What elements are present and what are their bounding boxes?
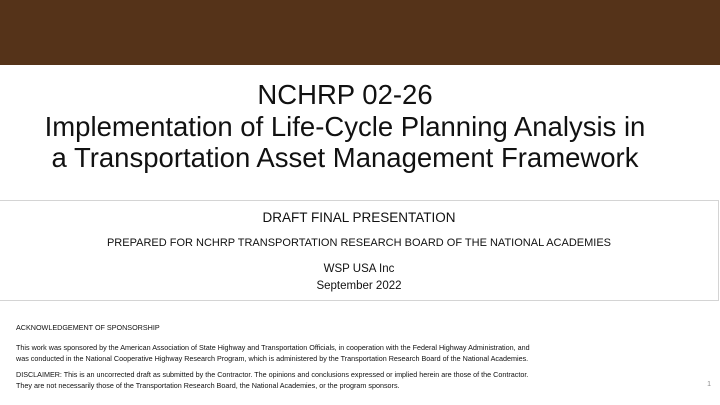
title-line: a Transportation Asset Management Framework (51, 142, 639, 173)
date: September 2022 (316, 280, 402, 292)
page-number: 1 (707, 381, 711, 388)
acknowledgement-section (16, 322, 696, 391)
acknowledgement-line: This work was sponsored by the American Association of State Highway and Transportation Officials, in cooperation with the Federal Highway Administration, and (16, 343, 530, 352)
title-line: NCHRP 02-26 (257, 79, 433, 110)
acknowledgement-line: was conducted in the National Cooperative Highway Research Program, which is administered by the Transportation Research Board of the National Academies. (16, 354, 529, 363)
disclaimer-text (16, 369, 696, 391)
organization: WSP USA Inc (323, 263, 395, 275)
prepared-for: PREPARED FOR NCHRP TRANSPORTATION RESEARCH BOARD OF THE NATIONAL ACADEMIES (106, 237, 612, 249)
disclaimer-line: DISCLAIMER: This is an uncorrected draft as submitted by the Contractor. The opinions and conclusions expressed or implied herein are those of the Contractor. (16, 370, 529, 379)
subtitle: DRAFT FINAL PRESENTATION (262, 210, 456, 225)
acknowledgement-text (16, 342, 696, 364)
title-line: Implementation of Life-Cycle Planning Analysis in (44, 110, 646, 142)
header-band (0, 0, 720, 65)
disclaimer-line: They are not necessarily those of the Transportation Research Board, the National Academies, or the program sponsors. (16, 381, 400, 390)
acknowledgement-heading: ACKNOWLEDGEMENT OF SPONSORSHIP (16, 323, 160, 332)
subtitle-box (0, 200, 719, 301)
slide-title (0, 79, 690, 174)
